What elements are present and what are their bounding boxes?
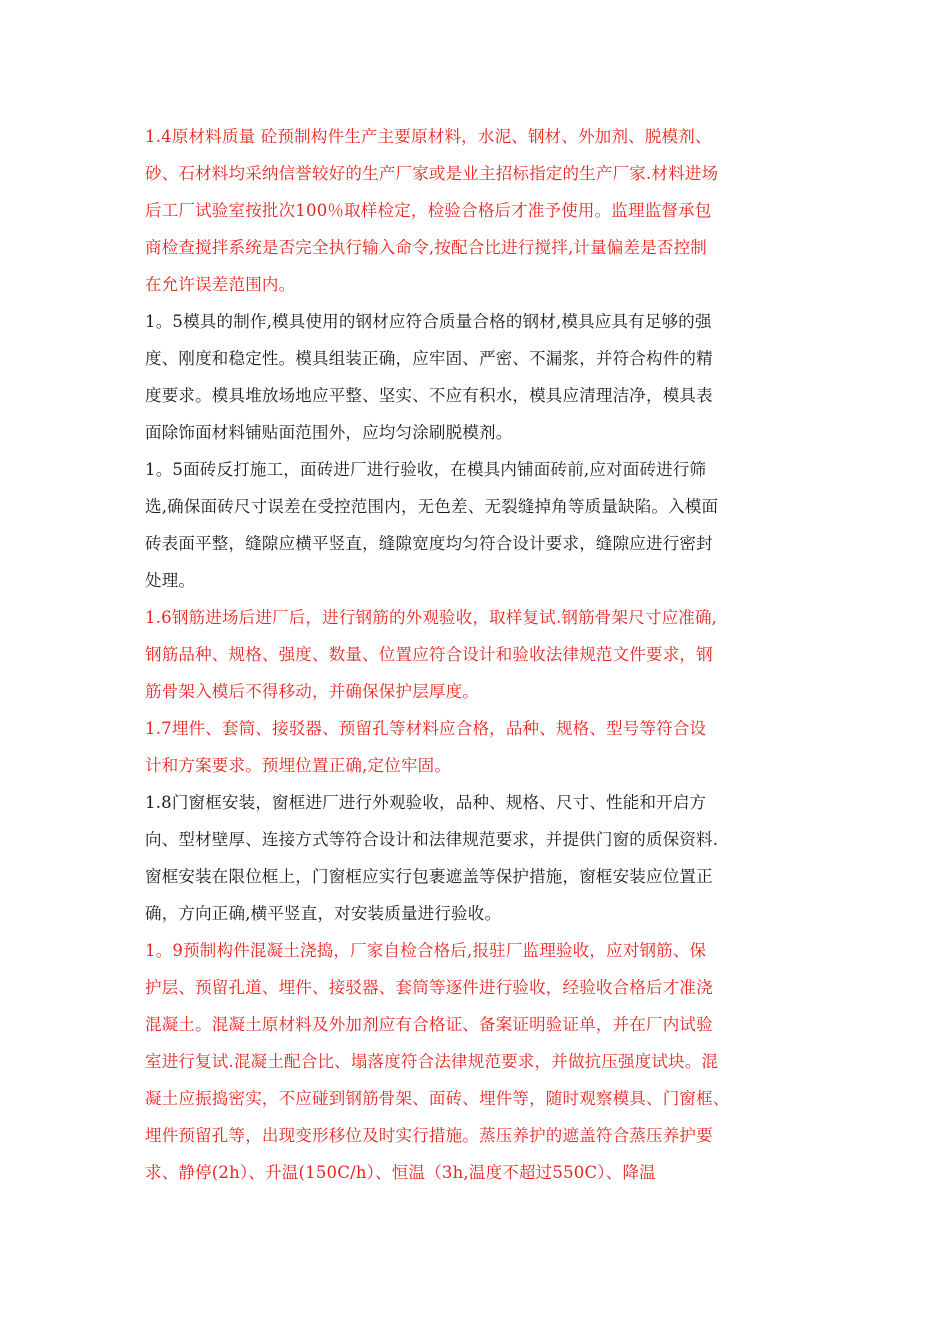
paragraph-1-5-face-brick (145, 451, 807, 599)
text-line: 1。9预制构件混凝土浇捣，厂家自检合格后,报驻厂监理验收，应对钢筋、保 (145, 941, 707, 960)
text-line: 计和方案要求。预埋位置正确,定位牢固。 (145, 756, 452, 775)
text-line: 1.6钢筋进场后进厂后，进行钢筋的外观验收，取样复试.钢筋骨架尺寸应准确, (145, 608, 718, 627)
text-line: 窗框安装在限位框上，门窗框应实行包裹遮盖等保护措施，窗框安装应位置正 (145, 867, 713, 886)
text-line: 砖表面平整，缝隙应横平竖直，缝隙宽度均匀符合设计要求，缝隙应进行密封 (145, 534, 713, 553)
text-line: 1。5模具的制作,模具使用的钢材应符合质量合格的钢材,模具应具有足够的强 (145, 312, 712, 331)
text-line: 1.4原材料质量 砼预制构件生产主要原材料，水泥、钢材、外加剂、脱模剂、 (145, 127, 712, 146)
text-line: 确，方向正确,横平竖直，对安装质量进行验收。 (145, 904, 502, 923)
paragraph-1-4-raw-materials (145, 118, 807, 303)
text-line: 面除饰面材料铺贴面范围外，应均匀涂刷脱模剂。 (145, 423, 513, 442)
text-line: 1.7埋件、套筒、接驳器、预留孔等材料应合格，品种、规格、型号等符合设 (145, 719, 707, 738)
text-line: 商检查搅拌系统是否完全执行输入命令,按配合比进行搅拌,计量偏差是否控制 (145, 238, 707, 257)
text-line: 选,确保面砖尺寸误差在受控范围内，无色差、无裂缝掉角等质量缺陷。入模面 (145, 497, 719, 516)
text-line: 混凝土。混凝土原材料及外加剂应有合格证、备案证明验证单，并在厂内试验 (145, 1015, 713, 1034)
text-line: 度要求。模具堆放场地应平整、坚实、不应有积水，模具应清理洁净，模具表 (145, 386, 713, 405)
document-body (145, 118, 807, 1191)
text-line: 筋骨架入模后不得移动，并确保保护层厚度。 (145, 682, 479, 701)
text-line: 度、刚度和稳定性。模具组装正确，应牢固、严密、不漏浆，并符合构件的精 (145, 349, 713, 368)
paragraph-1-5-mold-making (145, 303, 807, 451)
text-line: 砂、石材料均采纳信誉较好的生产厂家或是业主招标指定的生产厂家.材料进场 (145, 164, 719, 183)
paragraph-1-8-window-frames (145, 784, 807, 932)
text-line: 埋件预留孔等，出现变形移位及时实行措施。蒸压养护的遮盖符合蒸压养护要 (145, 1126, 713, 1145)
text-line: 后工厂试验室按批次100％取样检定，检验合格后才准予使用。监理监督承包 (145, 201, 712, 220)
text-line: 向、型材壁厚、连接方式等符合设计和法律规范要求，并提供门窗的质保资料. (145, 830, 719, 849)
paragraph-1-6-rebar (145, 599, 807, 710)
paragraph-1-9-concrete-pouring (145, 932, 807, 1191)
text-line: 室进行复试.混凝土配合比、塌落度符合法律规范要求，并做抗压强度试块。混 (145, 1052, 719, 1071)
text-line: 1.8门窗框安装，窗框进厂进行外观验收，品种、规格、尺寸、性能和开启方 (145, 793, 707, 812)
text-line: 处理。 (145, 571, 196, 590)
text-line: 钢筋品种、规格、强度、数量、位置应符合设计和验收法律规范文件要求，钢 (145, 645, 713, 664)
text-line: 求、静停(2h）、升温(150C/h）、恒温（3h,温度不超过550C）、降温 (145, 1163, 656, 1182)
text-line: 护层、预留孔道、埋件、接驳器、套筒等逐件进行验收，经验收合格后才准浇 (145, 978, 713, 997)
text-line: 1。5面砖反打施工，面砖进厂进行验收，在模具内铺面砖前,应对面砖进行筛 (145, 460, 707, 479)
text-line: 凝土应振捣密实，不应碰到钢筋骨架、面砖、埋件等，随时观察模具、门窗框、 (145, 1089, 730, 1108)
text-line: 在允许误差范围内。 (145, 275, 296, 294)
paragraph-1-7-embedded-parts (145, 710, 807, 784)
